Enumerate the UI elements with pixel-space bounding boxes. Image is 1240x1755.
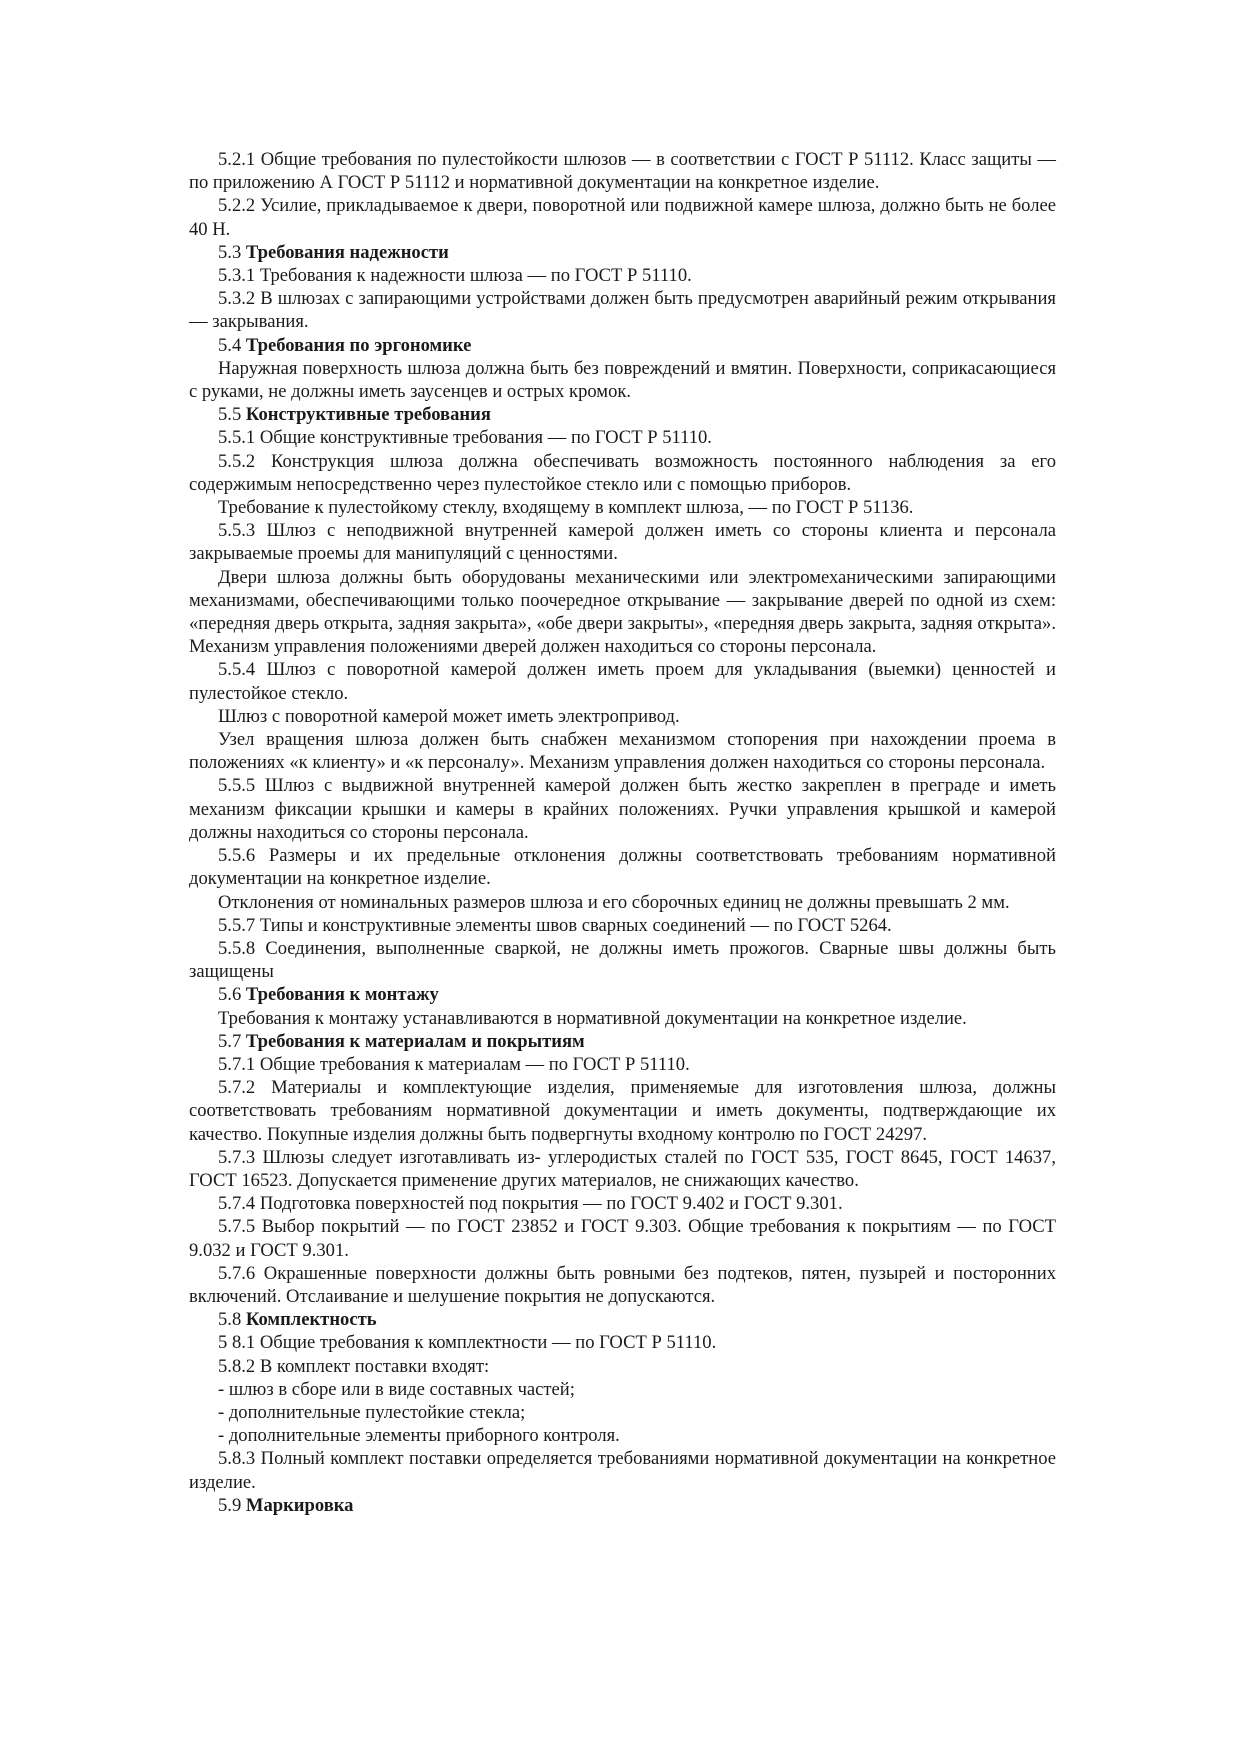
paragraph: Узел вращения шлюза должен быть снабжен механизмом стопорения при нахождении проема в положениях «к клиенту» и «к персоналу». Механизм управления должен находиться со стороны персонала. (189, 729, 1056, 774)
paragraph: Наружная поверхность шлюза должна быть без повреждений и вмятин. Поверхности, соприкасающиеся с руками, не должны иметь заусенцев и острых кромок. (189, 357, 1056, 403)
paragraph: - дополнительные элементы приборного контроля. (218, 1425, 620, 1447)
paragraph: 5.7.5 Выбор покрытий — по ГОСТ 23852 и ГОСТ 9.303. Общие требования к покрытиям — по ГОСТ 9.032 и ГОСТ 9.301. (189, 1216, 1056, 1261)
paragraph: 5.5.1 Общие конструктивные требования — по ГОСТ Р 51110. (218, 427, 712, 449)
paragraph: 5.3.2 В шлюзах с запирающими устройствами должен быть предусмотрен аварийный режим открывания — закрывания. (189, 288, 1056, 333)
section-title: Требования к материалам и покрытиям (245, 1030, 585, 1052)
section-number: 5.3 (218, 241, 242, 263)
paragraph: Требования к монтажу устанавливаются в нормативной документации на конкретное изделие. (218, 1007, 967, 1029)
section-number: 5.4 (218, 334, 242, 356)
paragraph: 5.5.2 Конструкция шлюза должна обеспечивать возможность постоянного наблюдения за его содержимым непосредственно через пулестойкое стекло или с помощью приборов. (189, 450, 1056, 495)
section-heading (189, 1308, 1056, 1331)
document-body (189, 148, 1056, 1517)
paragraph: 5.7.4 Подготовка поверхностей под покрытия — по ГОСТ 9.402 и ГОСТ 9.301. (218, 1193, 843, 1215)
paragraph: Шлюз с поворотной камерой может иметь электропривод. (218, 705, 680, 727)
paragraph: 5 8.1 Общие требования к комплектности — по ГОСТ Р 51110. (218, 1332, 717, 1354)
paragraph: 5.8.2 В комплект поставки входят: (218, 1355, 490, 1377)
section-title: Требования надежности (245, 241, 449, 263)
paragraph: - дополнительные пулестойкие стекла; (218, 1401, 526, 1423)
paragraph: - шлюз в сборе или в виде составных частей; (218, 1378, 575, 1400)
section-heading (189, 983, 1056, 1006)
section-title: Требования по эргономике (245, 334, 472, 356)
section-number: 5.5 (218, 404, 242, 426)
paragraph: 5.8.3 Полный комплект поставки определяется требованиями нормативной документации на конкретное изделие. (189, 1448, 1056, 1493)
section-title: Комплектность (245, 1309, 377, 1331)
paragraph: 5.5.7 Типы и конструктивные элементы швов сварных соединений — по ГОСТ 5264. (218, 914, 892, 936)
paragraph: 5.7.2 Материалы и комплектующие изделия, применяемые для изготовления шлюза, должны соответствовать требованиям нормативной документации и иметь документы, подтверждающие их качество. Покупные изделия должны быть подвергнуты входному контролю по ГОСТ 24297. (189, 1077, 1056, 1145)
paragraph: 5.7.3 Шлюзы следует изготавливать из- углеродистых сталей по ГОСТ 535, ГОСТ 8645, ГОСТ 14637, ГОСТ 16523. Допускается применение других материалов, не снижающих качество. (189, 1146, 1056, 1191)
paragraph: 5.5.3 Шлюз с неподвижной внутренней камерой должен иметь со стороны клиента и персонала закрываемые проемы для манипуляций с ценностями. (189, 520, 1056, 565)
paragraph: 5.5.5 Шлюз с выдвижной внутренней камерой должен быть жестко закреплен в преграде и иметь механизм фиксации крышки и камеры в крайних положениях. Ручки управления крышкой и камерой должны находиться со стороны персонала. (189, 775, 1056, 843)
paragraph: 5.2.1 Общие требования по пулестойкости шлюзов — в соответствии с ГОСТ Р 51112. Класс защиты — по приложению А ГОСТ Р 51112 и нормативной документации на конкретное изделие. (189, 149, 1056, 194)
section-title: Конструктивные требования (245, 404, 491, 426)
section-title: Требования к монтажу (245, 984, 439, 1006)
section-number: 5.8 (218, 1309, 242, 1331)
paragraph: Отклонения от номинальных размеров шлюза и его сборочных единиц не должны превышать 2 мм. (218, 891, 1010, 913)
paragraph: Двери шлюза должны быть оборудованы механическими или электромеханическими запирающими механизмами, обеспечивающими только поочередное открывание — закрывание дверей по одной из схем: «передняя дверь открыта, задняя закрыта», «обе двери закрыты», «передняя дверь закрыта, задняя открыта». Механизм управления положениями дверей должен находиться со стороны персонала. (189, 566, 1056, 658)
section-heading (189, 403, 1056, 426)
paragraph: 5.3.1 Требования к надежности шлюза — по ГОСТ Р 51110. (218, 265, 692, 287)
section-title: Маркировка (245, 1494, 354, 1516)
paragraph: 5.5.8 Соединения, выполненные сваркой, не должны иметь прожогов. Сварные швы должны быть защищены (189, 937, 1056, 983)
section-heading (189, 334, 1056, 357)
paragraph: 5.7.6 Окрашенные поверхности должны быть ровными без подтеков, пятен, пузырей и посторонних включений. Отслаивание и шелушение покрытия не допускаются. (189, 1262, 1056, 1307)
paragraph: 5.5.4 Шлюз с поворотной камерой должен иметь проем для укладывания (выемки) ценностей и пулестойкое стекло. (189, 659, 1056, 704)
section-heading (189, 1030, 1056, 1053)
section-number: 5.6 (218, 984, 242, 1006)
section-heading (189, 1494, 1056, 1517)
section-heading (189, 241, 1056, 264)
paragraph: 5.2.2 Усилие, прикладываемое к двери, поворотной или подвижной камере шлюза, должно быть не более 40 Н. (189, 195, 1056, 240)
section-number: 5.7 (218, 1030, 242, 1052)
section-number: 5.9 (218, 1494, 242, 1516)
paragraph: 5.7.1 Общие требования к материалам — по ГОСТ Р 51110. (218, 1053, 690, 1075)
paragraph: 5.5.6 Размеры и их предельные отклонения должны соответствовать требованиям нормативной документации на конкретное изделие. (189, 845, 1056, 890)
paragraph: Требование к пулестойкому стеклу, входящему в комплект шлюза, — по ГОСТ Р 51136. (218, 497, 914, 519)
